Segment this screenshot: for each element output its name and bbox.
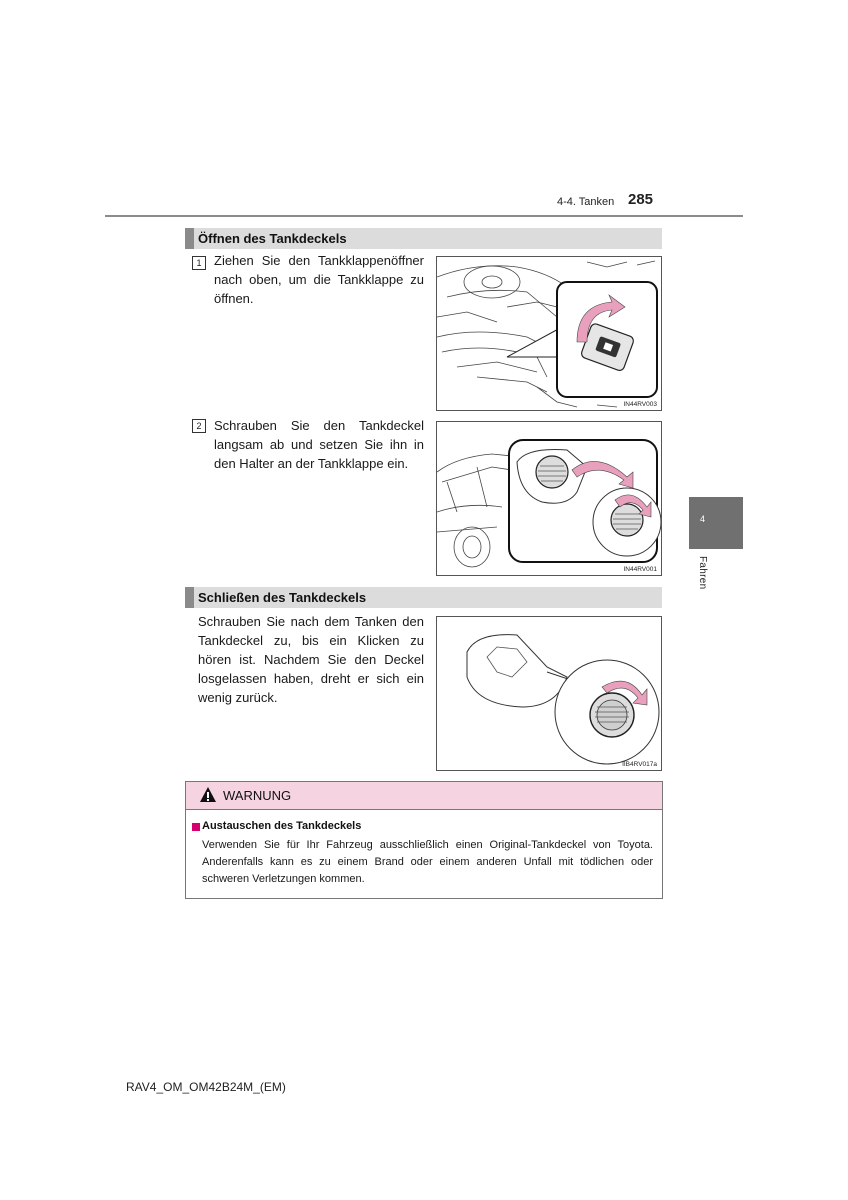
chapter-tab (689, 497, 743, 549)
step-number-2: 2 (192, 419, 206, 433)
chapter-number: 4 (700, 514, 706, 524)
section-heading-close-text: Schließen des Tankdeckels (198, 590, 367, 605)
section-heading-close (185, 587, 662, 608)
warning-text: Verwenden Sie für Ihr Fahrzeug ausschließlich einen Original-Tankdeckel von Toyota. Anderenfalls kann es zu einem Brand oder einem anderen Unfall mit tödlichen oder schweren Verletzungen kommen. (202, 839, 653, 885)
fuel-door-opener-illustration (437, 257, 662, 411)
step-text-1: Ziehen Sie den Tankklappenöffner nach oben, um die Tankklappe zu öffnen. (214, 253, 424, 306)
warning-header (186, 782, 662, 810)
figure-code: IN44RV003 (623, 401, 657, 408)
fuel-cap-closing-illustration (437, 617, 662, 771)
fuel-cap-removal-illustration (437, 422, 662, 576)
warning-box (185, 781, 663, 899)
figure-fuel-cap-removal (436, 421, 662, 576)
figure-code: IN44RV001 (623, 566, 657, 573)
section-heading-open-text: Öffnen des Tankdeckels (198, 231, 347, 246)
page-number: 285 (628, 191, 654, 208)
warning-bullet (192, 823, 200, 831)
section-heading-open (185, 228, 662, 249)
warning-subtitle: Austauschen des Tankdeckels (202, 820, 362, 832)
warning-triangle-icon (199, 786, 217, 808)
figure-fuel-door-opener (436, 256, 662, 411)
close-instructions-text: Schrauben Sie nach dem Tanken den Tankdeckel zu, bis ein Klicken zu hören ist. Nachdem Sie den Deckel losgelassen haben, dreht er sich ein wenig zurück. (198, 614, 424, 705)
figure-code: IIB4RV017a (622, 761, 657, 768)
header-rule (105, 215, 743, 217)
chapter-label: Fahren (697, 556, 708, 590)
running-header-section: 4-4. Tanken (557, 196, 615, 208)
figure-fuel-cap-closing (436, 616, 662, 771)
step-number-1: 1 (192, 256, 206, 270)
footer-document-code: RAV4_OM_OM42B24M_(EM) (126, 1080, 286, 1094)
warning-title: WARNUNG (223, 788, 292, 803)
step-text-2: Schrauben Sie den Tankdeckel langsam ab und setzen Sie ihn in den Halter an der Tankklappe ein. (214, 418, 424, 471)
